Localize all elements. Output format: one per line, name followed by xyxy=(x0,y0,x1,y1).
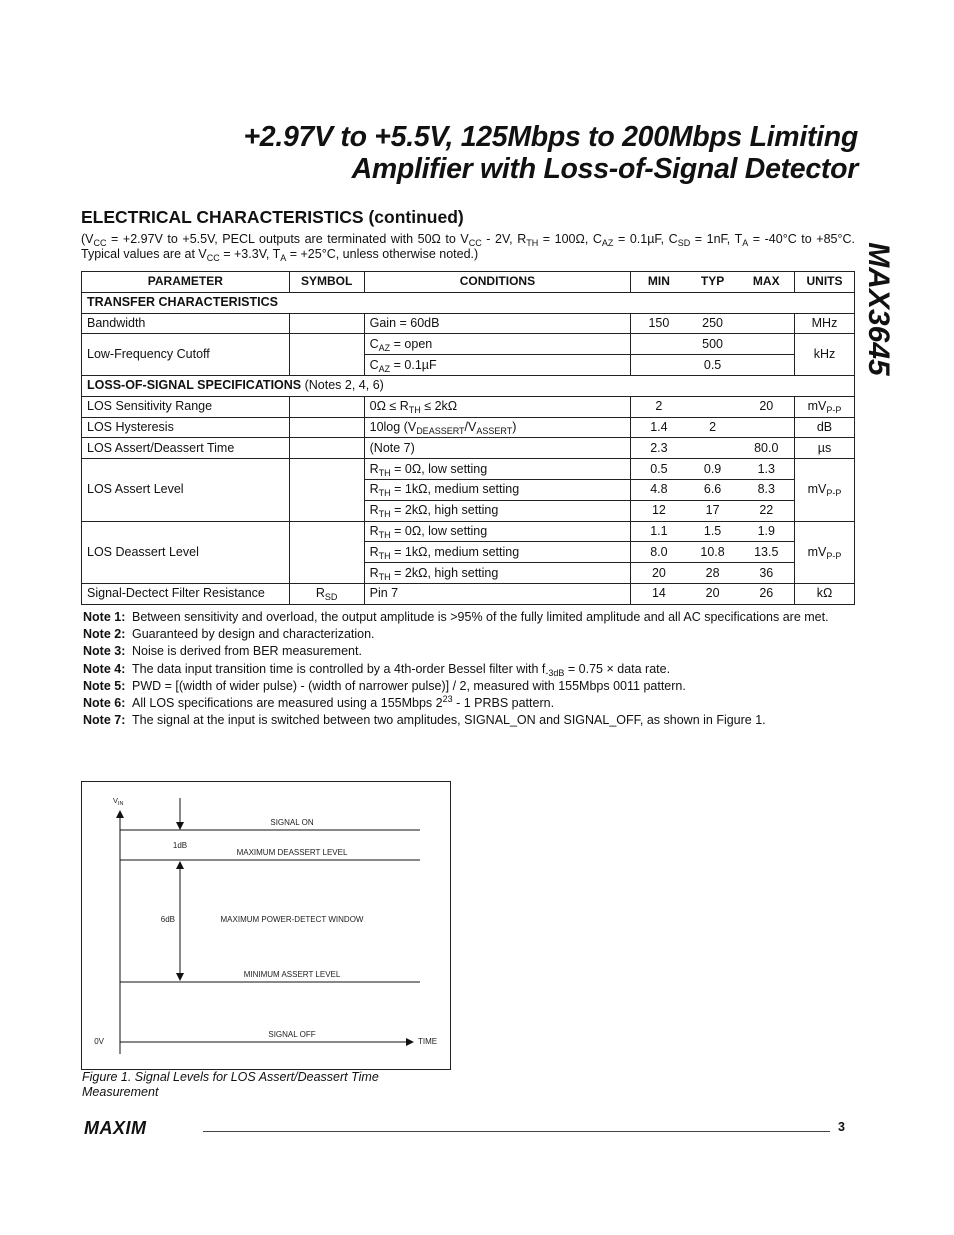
max-cell xyxy=(739,417,795,438)
section-title: ELECTRICAL CHARACTERISTICS (continued) xyxy=(81,207,464,227)
max-cell: 13.5 xyxy=(739,542,795,563)
header-conditions: CONDITIONS xyxy=(364,272,631,293)
param-cell: LOS Assert/Deassert Time xyxy=(82,438,290,459)
typ-cell: 2 xyxy=(687,417,739,438)
signal-on-label: SIGNAL ON xyxy=(270,818,314,827)
window-label: MAXIMUM POWER-DETECT WINDOW xyxy=(220,915,364,924)
max-cell: 80.0 xyxy=(739,438,795,459)
units-cell: $mV_{P-P}$ xyxy=(794,459,854,521)
condition-cell: $R_{TH} = 0\Omega$, low setting xyxy=(364,459,631,480)
note-2: Note 2: Guaranteed by design and characterization. xyxy=(83,627,375,642)
condition-cell: 10log $(V_{DEASSERT}/V_{ASSERT})$ xyxy=(364,417,631,438)
typ-cell xyxy=(687,438,739,459)
svg-text:MAXIM: MAXIM xyxy=(84,1120,147,1136)
section-los-label: LOSS-OF-SIGNAL SPECIFICATIONS (Notes 2, 4, 6) xyxy=(82,375,855,396)
table-row-bandwidth xyxy=(82,313,855,334)
table-row-deassert-1 xyxy=(82,521,855,542)
max-cell: 1.3 xyxy=(739,459,795,480)
symbol-cell xyxy=(289,396,364,417)
test-conditions: ($V_{CC} = +2.97V$ to +5.5V, PECL outputs are terminated with 50Ω to $V_{CC} - 2V$, $R_{TH} = 100\Omega$, $C_{AZ} = 0.1\mu F$, $C_{SD} = 1nF$, $T_A = -40^\circ C$ to +85°C. Typical values are at $V_{CC} = +3.3V$, $T_A = +25^\circ C$, unless otherwise noted.) xyxy=(81,232,855,263)
symbol-cell xyxy=(289,438,364,459)
min-cell: 1.4 xyxy=(631,417,687,438)
table-row-assert-1 xyxy=(82,459,855,480)
condition-cell: $R_{TH} = 1k\Omega$, medium setting xyxy=(364,542,631,563)
typ-cell: 1.5 xyxy=(687,521,739,542)
note-4: Note 4: The data input transition time is controlled by a 4th-order Bessel filter with $f_{-3dB} = 0.75$ × data rate. xyxy=(83,661,671,678)
min-cell: 4.8 xyxy=(631,479,687,500)
table-header-row xyxy=(82,272,855,293)
param-cell: LOS Sensitivity Range xyxy=(82,396,290,417)
note-5: Note 5: PWD = [(width of wider pulse) - (width of narrower pulse)] / 2, measured with 155Mbps 0011 pattern. xyxy=(83,678,686,693)
table-row-hysteresis xyxy=(82,417,855,438)
min-cell: 20 xyxy=(631,563,687,584)
footer-rule xyxy=(203,1131,830,1132)
max-cell xyxy=(739,355,795,376)
typ-cell xyxy=(687,396,739,417)
typ-cell: 6.6 xyxy=(687,479,739,500)
min-cell: 12 xyxy=(631,500,687,521)
units-cell: dB xyxy=(794,417,854,438)
param-cell: Bandwidth xyxy=(82,313,290,334)
condition-cell: (Note 7) xyxy=(364,438,631,459)
param-cell: LOS Assert Level xyxy=(82,459,290,521)
section-row-transfer xyxy=(82,292,855,313)
note-1: Note 1: Between sensitivity and overload, the output amplitude is >95% of the fully limited amplitude and all AC specifications are met. xyxy=(83,610,829,624)
header-units: UNITS xyxy=(794,272,854,293)
param-cell: LOS Hysteresis xyxy=(82,417,290,438)
max-cell xyxy=(739,313,795,334)
param-cell: Signal-Dectect Filter Resistance xyxy=(82,583,290,604)
vin-label: $V_{IN}$ xyxy=(113,796,124,807)
typ-cell: 500 xyxy=(687,334,739,355)
min-cell xyxy=(631,334,687,355)
condition-cell: $R_{TH} = 0\Omega$, low setting xyxy=(364,521,631,542)
max-cell: 20 xyxy=(739,396,795,417)
min-cell: 1.1 xyxy=(631,521,687,542)
condition-cell: $R_{TH} = 2k\Omega$, high setting xyxy=(364,563,631,584)
note-3: Note 3: Noise is derived from BER measurement. xyxy=(83,644,362,659)
symbol-cell xyxy=(289,334,364,376)
six-db-label: 6dB xyxy=(160,915,175,924)
max-cell: 1.9 xyxy=(739,521,795,542)
note-6: Note 6: All LOS specifications are measured using a 155Mbps $2^{23} - 1$ PRBS pattern. xyxy=(83,694,555,711)
typ-cell: 0.5 xyxy=(687,355,739,376)
header-parameter: PARAMETER xyxy=(82,272,290,293)
max-cell xyxy=(739,334,795,355)
signal-levels-diagram xyxy=(82,782,450,1069)
figure-caption: Figure 1. Signal Levels for LOS Assert/Deassert Time Measurement xyxy=(82,1070,379,1099)
symbol-cell xyxy=(289,417,364,438)
side-part-number: MAX3645 xyxy=(862,242,895,376)
max-cell: 36 xyxy=(739,563,795,584)
typ-cell: 10.8 xyxy=(687,542,739,563)
typ-cell: 0.9 xyxy=(687,459,739,480)
notes-list xyxy=(83,609,873,729)
condition-cell: $C_{AZ}$ = open xyxy=(364,334,631,355)
signal-off-label: SIGNAL OFF xyxy=(268,1030,316,1039)
header-symbol: SYMBOL xyxy=(289,272,364,293)
condition-cell: Gain = 60dB xyxy=(364,313,631,334)
table-row-filter xyxy=(82,583,855,604)
header-max: MAX xyxy=(739,272,795,293)
symbol-cell xyxy=(289,521,364,583)
max-cell: 26 xyxy=(739,583,795,604)
units-cell: µs xyxy=(794,438,854,459)
typ-cell: 17 xyxy=(687,500,739,521)
symbol-cell xyxy=(289,459,364,521)
min-cell: 14 xyxy=(631,583,687,604)
maxim-logo-icon xyxy=(84,1120,192,1136)
condition-cell: $C_{AZ} = 0.1\mu F$ xyxy=(364,355,631,376)
min-cell: 2 xyxy=(631,396,687,417)
table-row-lfc-1 xyxy=(82,334,855,355)
page-number: 3 xyxy=(838,1120,845,1134)
units-cell: $mV_{P-P}$ xyxy=(794,396,854,417)
min-cell: 8.0 xyxy=(631,542,687,563)
min-assert-label: MINIMUM ASSERT LEVEL xyxy=(243,970,341,979)
min-cell: 150 xyxy=(631,313,687,334)
symbol-cell: $R_{SD}$ xyxy=(289,583,364,604)
param-cell: LOS Deassert Level xyxy=(82,521,290,583)
section-row-los xyxy=(82,375,855,396)
figure-1 xyxy=(81,781,451,1070)
electrical-characteristics-table xyxy=(81,271,855,605)
symbol-cell xyxy=(289,313,364,334)
zero-v-label: 0V xyxy=(94,1037,104,1046)
time-label: TIME xyxy=(418,1037,438,1046)
max-deassert-label: MAXIMUM DEASSERT LEVEL xyxy=(236,848,348,857)
note-7: Note 7: The signal at the input is switched between two amplitudes, SIGNAL_ON and SIGNAL_OFF, as shown in Figure 1. xyxy=(83,713,766,728)
typ-cell: 28 xyxy=(687,563,739,584)
header-typ: TYP xyxy=(687,272,739,293)
one-db-label: 1dB xyxy=(172,841,188,850)
title-line-2: Amplifier with Loss-of-Signal Detector xyxy=(351,153,858,185)
section-transfer-label: TRANSFER CHARACTERISTICS xyxy=(82,292,855,313)
typ-cell: 20 xyxy=(687,583,739,604)
max-cell: 8.3 xyxy=(739,479,795,500)
condition-cell: $0\Omega \le R_{TH} \le 2k\Omega$ xyxy=(364,396,631,417)
min-cell: 2.3 xyxy=(631,438,687,459)
title-line-1: +2.97V to +5.5V, 125Mbps to 200Mbps Limiting xyxy=(243,121,858,153)
units-cell: kHz xyxy=(794,334,854,376)
table-row-assert-time xyxy=(82,438,855,459)
typ-cell: 250 xyxy=(687,313,739,334)
min-cell: 0.5 xyxy=(631,459,687,480)
units-cell: MHz xyxy=(794,313,854,334)
condition-cell: $R_{TH} = 2k\Omega$, high setting xyxy=(364,500,631,521)
min-cell xyxy=(631,355,687,376)
header-min: MIN xyxy=(631,272,687,293)
units-cell: $mV_{P-P}$ xyxy=(794,521,854,583)
table-row-sensitivity xyxy=(82,396,855,417)
param-cell: Low-Frequency Cutoff xyxy=(82,334,290,376)
max-cell: 22 xyxy=(739,500,795,521)
maxim-logo xyxy=(84,1120,192,1136)
condition-cell: $R_{TH} = 1k\Omega$, medium setting xyxy=(364,479,631,500)
condition-cell: Pin 7 xyxy=(364,583,631,604)
page-title xyxy=(80,121,858,185)
units-cell: kΩ xyxy=(794,583,854,604)
